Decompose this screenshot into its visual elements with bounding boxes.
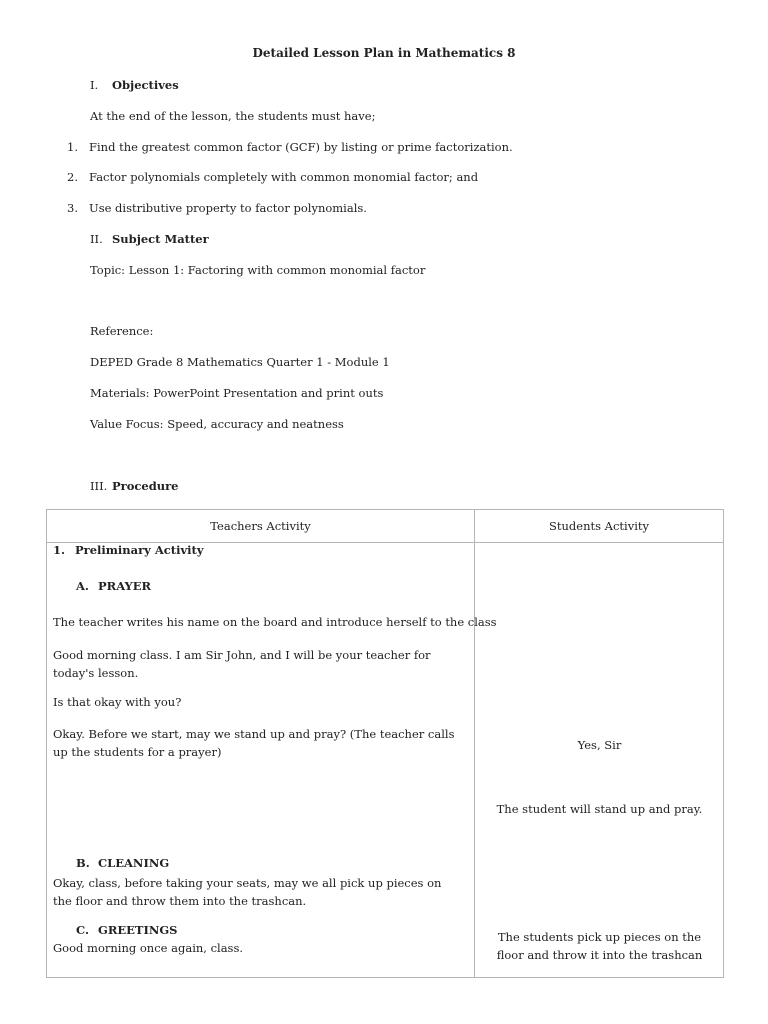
cleaning-text: Okay, class, before taking your seats, may we all pick up pieces on the floor and throw them into the trashcan. [53, 876, 442, 908]
student-response-yes: Yes, Sir [577, 738, 622, 752]
objectives-intro: At the end of the lesson, the students must have; [90, 109, 376, 123]
reference-label: Reference: [90, 324, 154, 338]
prayer-title: PRAYER [98, 579, 152, 593]
table-header-row [47, 510, 724, 543]
cleaning-title: CLEANING [98, 856, 170, 870]
greetings-letter: C. [76, 923, 89, 937]
student-response-pray: The student will stand up and pray. [496, 802, 703, 816]
page-title: Detailed Lesson Plan in Mathematics 8 [252, 46, 516, 60]
procedure-title: Procedure [112, 479, 179, 493]
teacher-activity-cell [47, 543, 497, 978]
objectives-numeral: I. [90, 78, 99, 92]
objective-number: 2. [67, 170, 78, 184]
objective-number: 3. [67, 201, 78, 215]
greetings-heading [76, 923, 177, 937]
section-number: 1. [53, 543, 66, 557]
procedure-table [46, 509, 724, 978]
objective-text: Find the greatest common factor (GCF) by listing or prime factorization. [89, 140, 513, 154]
cleaning-heading [76, 856, 169, 870]
prayer-heading [76, 579, 151, 593]
objectives-title: Objectives [112, 78, 179, 92]
procedure-numeral: III. [90, 479, 108, 493]
materials-line: Materials: PowerPoint Presentation and print outs [90, 386, 384, 400]
objectives-heading [90, 78, 179, 92]
teacher-intro-text: The teacher writes his name on the board and introduce herself to the class [53, 615, 497, 629]
section-title: Preliminary Activity [75, 543, 204, 557]
cleaning-letter: B. [76, 856, 90, 870]
reference-text: DEPED Grade 8 Mathematics Quarter 1 - Module 1 [90, 355, 390, 369]
teachers-activity-header: Teachers Activity [47, 510, 475, 543]
prayer-letter: A. [76, 579, 89, 593]
subject-matter-heading [90, 232, 209, 246]
greetings-title: GREETINGS [98, 923, 178, 937]
objective-text: Factor polynomials completely with common monomial factor; and [89, 170, 479, 184]
preliminary-activity-heading [53, 543, 204, 557]
table-row [47, 543, 724, 978]
greetings-text: Good morning once again, class. [53, 941, 244, 955]
objective-item-2 [67, 170, 478, 184]
objective-number: 1. [67, 140, 78, 154]
subject-matter-title: Subject Matter [112, 232, 209, 246]
objective-text: Use distributive property to factor polynomials. [89, 201, 367, 215]
value-focus-line: Value Focus: Speed, accuracy and neatness [90, 417, 344, 431]
student-activity-cell [475, 543, 724, 978]
topic-line: Topic: Lesson 1: Factoring with common monomial factor [90, 263, 426, 277]
teacher-prayer-text: Okay. Before we start, may we stand up and pray? (The teacher calls up the students for a prayer) [53, 727, 455, 759]
students-activity-header: Students Activity [475, 510, 724, 543]
procedure-heading [90, 479, 178, 493]
teacher-question-text: Is that okay with you? [53, 695, 182, 709]
student-response-cleaning: The students pick up pieces on the floor and throw it into the trashcan [496, 930, 703, 962]
subject-matter-numeral: II. [90, 232, 103, 246]
teacher-greeting-text: Good morning class. I am Sir John, and I will be your teacher for today's lesson. [53, 648, 431, 680]
objective-item-1 [67, 140, 513, 154]
objective-item-3 [67, 201, 367, 215]
